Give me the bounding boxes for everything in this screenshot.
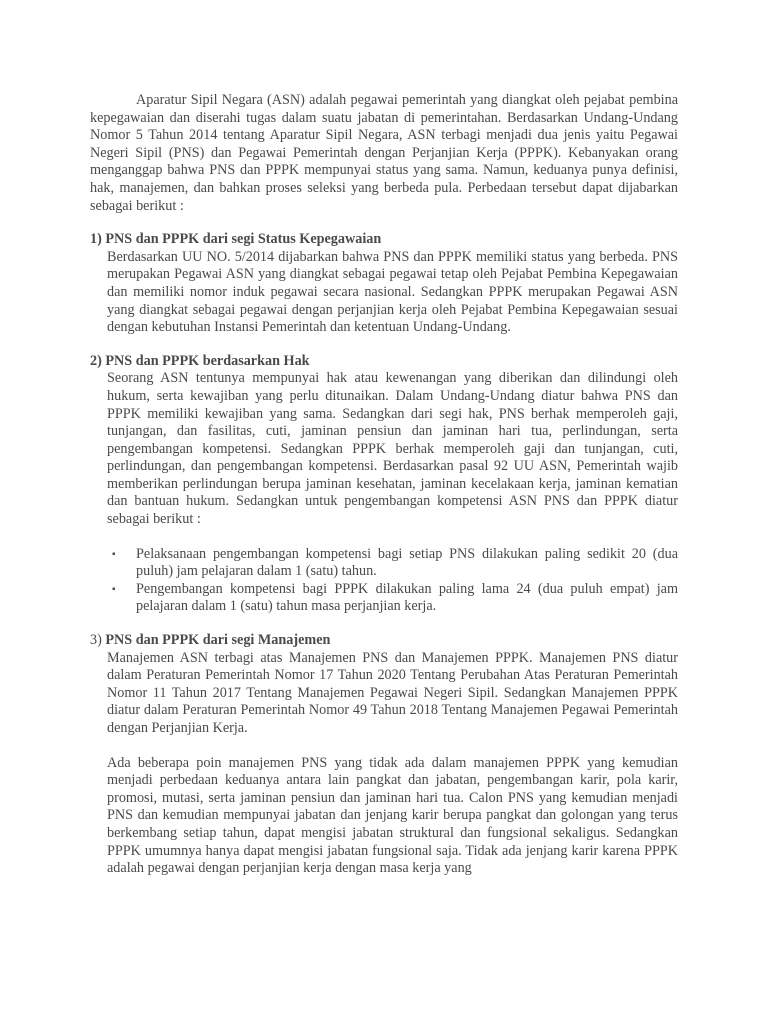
section-body: Seorang ASN tentunya mempunyai hak atau kewenangan yang diberikan dan dilindungi oleh hukum, serta kewajiban yang perlu ditunaikan. Dalam Undang-Undang diatur bahwa PNS dan PPPK memiliki kewajiban yang sama. Sedangkan dari segi hak, PNS berhak memperoleh gaji, tunjangan, dan fasilitas, cuti, jaminan pensiun dan jaminan hari tua, perlindungan, serta pengembangan kompetensi. Sedangkan PPPK berhak memperoleh gaji dan tunjangan, cuti, perlindungan, dan pengembangan kompetensi. Berdasarkan pasal 92 UU ASN, Pemerintah wajib memberikan perlindungan berupa jaminan kesehatan, jaminan kecelakaan kerja, jaminan kematian dan bantuan hukum. Sedangkan untuk pengembangan kompetensi ASN PNS dan PPPK diatur sebagai berikut : bbox=[107, 370, 678, 528]
paragraph-gap bbox=[90, 738, 678, 755]
section-number: 2) bbox=[90, 352, 102, 369]
section-manajemen bbox=[90, 632, 678, 878]
section-heading bbox=[90, 353, 678, 371]
intro-paragraph: Aparatur Sipil Negara (ASN) adalah pegawai pemerintah yang diangkat oleh pejabat pembina kepegawaian dan diserahi tugas dalam suatu jabatan di pemerintahan. Berdasarkan Undang-Undang Nomor 5 Tahun 2014 tentang Aparatur Sipil Negara, ASN terbagi menjadi dua jenis yaitu Pegawai Negeri Sipil (PNS) dan Pegawai Pemerintah dengan Perjanjian Kerja (PPPK). Kebanyakan orang menganggap bahwa PNS dan PPPK mempunyai status yang sama. Namun, keduanya punya definisi, hak, manajemen, dan bahkan proses seleksi yang berbeda pula. Perbedaan tersebut dapat dijabarkan sebagai berikut : bbox=[90, 92, 678, 214]
section-body: Manajemen ASN terbagi atas Manajemen PNS dan Manajemen PPPK. Manajemen PNS diatur dalam Peraturan Pemerintah Nomor 17 Tahun 2020 Tentang Perubahan Atas Peraturan Pemerintah Nomor 11 Tahun 2017 Tentang Manajemen Pegawai Negeri Sipil. Sedangkan Manajemen PPPK diatur dalam Peraturan Pemerintah Nomor 49 Tahun 2018 Tentang Manajemen Pegawai Pemerintah dengan Perjanjian Kerja. bbox=[107, 649, 678, 736]
section-number: 1) bbox=[90, 231, 102, 248]
bullet-list bbox=[90, 546, 678, 616]
list-item bbox=[90, 546, 678, 581]
section-heading bbox=[90, 231, 678, 249]
section-body: Berdasarkan UU NO. 5/2014 dijabarkan bahwa PNS dan PPPK memiliki status yang berbeda. PNS merupakan Pegawai ASN yang diangkat sebagai pegawai tetap oleh Pejabat Pembina Kepegawaian dan memiliki nomor induk pegawai secara nasional. Sedangkan PPPK merupakan Pegawai ASN yang diangkat sebagai pegawai dengan perjanjian kerja oleh Pejabat Pembina Kepegawaian sesuai dengan kebutuhan Instansi Pemerintah dan ketentuan Undang-Undang. bbox=[107, 248, 678, 336]
section-heading bbox=[90, 632, 678, 650]
bullet-square-icon: ▪ bbox=[112, 548, 116, 560]
section-title: PNS dan PPPK dari segi Manajemen bbox=[105, 632, 331, 649]
list-item-text: Pengembangan kompetensi bagi PPPK dilakukan paling lama 24 (dua puluh empat) jam pelajaran dalam 1 (satu) tahun masa perjanjian kerja. bbox=[136, 580, 678, 615]
list-item bbox=[90, 581, 678, 616]
section-status-kepegawaian bbox=[90, 231, 678, 337]
section-title: PNS dan PPPK dari segi Status Kepegawaian bbox=[105, 231, 382, 248]
bullet-square-icon: ▪ bbox=[112, 583, 116, 595]
section-hak bbox=[90, 353, 678, 616]
section-number: 3) bbox=[90, 632, 102, 649]
list-item-text: Pelaksanaan pengembangan kompetensi bagi setiap PNS dilakukan paling sedikit 20 (dua puluh) jam pelajaran dalam 1 (satu) tahun. bbox=[136, 545, 678, 580]
document-page bbox=[90, 92, 678, 878]
section-body-continued: Ada beberapa poin manajemen PNS yang tidak ada dalam manajemen PPPK yang kemudian menjadi perbedaan keduanya antara lain pangkat dan jabatan, pengembangan karir, pola karir, promosi, mutasi, serta jaminan pensiun dan jaminan hari tua. Calon PNS yang kemudian menjadi PNS dan kemudian mempunyai jabatan dan jenjang karir berupa pangkat dan golongan yang terus berkembang setiap tahun, dapat mengisi jabatan struktural dan fungsional sekaligus. Sedangkan PPPK umumnya hanya dapat mengisi jabatan fungsional saja. Tidak ada jenjang karir karena PPPK adalah pegawai dengan perjanjian kerja dengan masa kerja yang bbox=[107, 754, 678, 877]
section-title: PNS dan PPPK berdasarkan Hak bbox=[105, 352, 310, 369]
